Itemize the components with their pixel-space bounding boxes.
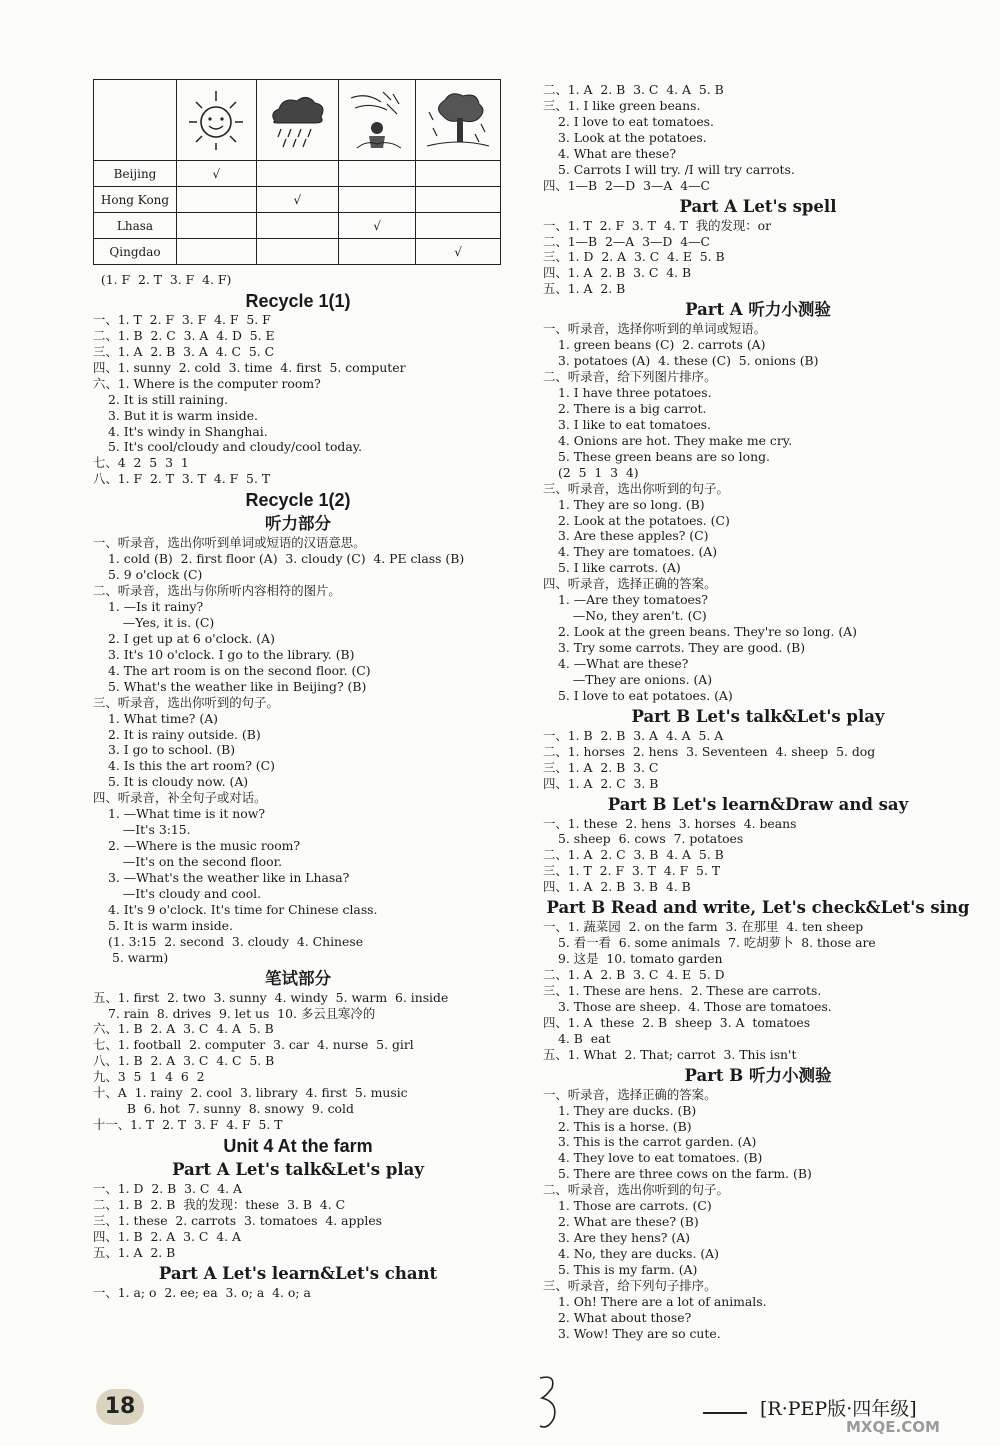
answer-subline: 3. Try some carrots. They are good. (B) — [558, 640, 806, 655]
answer-line: 四、听录音，选择正确的答案。 — [543, 576, 717, 592]
answer-subline: 1. Those are carrots. (C) — [558, 1198, 712, 1214]
answer-subline: B 6. hot 7. sunny 8. snowy 9. cold — [115, 1101, 354, 1117]
page-number: 18 — [96, 1389, 144, 1425]
empty-cell — [177, 239, 257, 265]
section-subheading: 笔试部分 — [265, 968, 331, 988]
city-cell: Lhasa — [94, 213, 177, 239]
answer-subline: 2. —Where is the music room? — [108, 838, 301, 854]
answer-line: 十、A 1. rainy 2. cool 3. library 4. first 5. music — [93, 1085, 408, 1101]
answer-subline: 4. No, they are ducks. (A) — [558, 1246, 719, 1261]
weather-table — [93, 79, 501, 265]
answer-subline: 4. It's 9 o'clock. It's time for Chinese class. — [108, 901, 378, 917]
answer-line: 九、3 5 1 4 6 2 — [93, 1069, 205, 1085]
answer-line: 六、1. Where is the computer room? — [93, 375, 321, 391]
empty-cell — [416, 213, 501, 239]
answer-subline: 1. I have three potatoes. — [558, 385, 712, 400]
answer-subline: 5. It is warm inside. — [108, 917, 233, 933]
answer-subline: 4. Is this the art room? (C) — [108, 758, 275, 774]
snowy-tree-icon — [425, 90, 491, 150]
answer-subline: —No, they aren't. (C) — [565, 608, 707, 624]
answer-line: 二、1. A 2. B 3. C 4. A 5. B — [543, 82, 724, 97]
answer-line: 六、1. B 2. A 3. C 4. A 5. B — [93, 1021, 274, 1037]
section-subheading: Part B 听力小测验 — [684, 1065, 832, 1085]
weather-row — [94, 187, 501, 213]
rainy-cloud-icon — [265, 91, 329, 149]
answer-line: 三、1. I like green beans. — [543, 97, 701, 113]
answer-line: 五、1. first 2. two 3. sunny 4. windy 5. warm 6. inside — [93, 989, 449, 1005]
windy-icon — [347, 88, 407, 152]
answer-subline: 2. What are these? (B) — [558, 1214, 699, 1230]
answer-subline: 5. 看一看 6. some animals 7. 吃胡萝卜 8. those are — [558, 935, 876, 951]
answer-line: 三、听录音，选出你听到的句子。 — [543, 480, 729, 496]
weather-header-cell — [416, 80, 501, 161]
answer-subline: 1. —Is it rainy? — [108, 599, 204, 614]
empty-cell — [339, 161, 416, 187]
answer-subline: 3. This is the carrot garden. (A) — [558, 1134, 757, 1150]
answer-subline: 3. —What's the weather like in Lhasa? — [108, 869, 350, 885]
answer-subline: 1. green beans (C) 2. carrots (A) — [558, 337, 766, 353]
answer-subline: 5. 9 o'clock (C) — [108, 567, 203, 583]
answer-subline: 1. Oh! There are a lot of animals. — [558, 1293, 767, 1309]
answer-line: 二、1. A 2. B 3. C 4. E 5. D — [543, 967, 725, 982]
check-cell: √ — [416, 239, 501, 265]
edition-label: [R·PEP版·四年级] — [760, 1398, 917, 1420]
answer-subline: 4. B eat — [558, 1030, 611, 1046]
answer-subline: 5. What's the weather like in Beijing? (B) — [108, 678, 367, 694]
section-subheading: Part A 听力小测验 — [685, 300, 831, 320]
answer-subline: 3. Wow! They are so cute. — [558, 1325, 721, 1341]
answer-subline: 3. But it is warm inside. — [108, 407, 258, 423]
answer-subline: 5. I love to eat potatoes. (A) — [558, 687, 733, 703]
answer-subline: 2. Look at the potatoes. (C) — [558, 512, 730, 528]
weather-row — [94, 213, 501, 239]
answer-line: 二、1. B 2. C 3. A 4. D 5. E — [93, 327, 275, 343]
answer-subline: 3. Those are sheep. 4. Those are tomatoes. — [558, 998, 832, 1014]
answer-subline: 2. What about those? — [558, 1309, 692, 1325]
answer-subline: 2. It is still raining. — [108, 391, 229, 407]
answer-line: 八、1. F 2. T 3. T 4. F 5. T — [93, 471, 271, 487]
empty-header-cell — [94, 80, 177, 161]
answer-line: 五、1. A 2. B — [93, 1244, 176, 1260]
section-heading: Recycle 1(2) — [245, 490, 351, 511]
answer-subline: —They are onions. (A) — [565, 671, 713, 687]
answer-subline: 2. Look at the green beans. They're so long. (A) — [558, 624, 857, 640]
section-heading: Unit 4 At the farm — [223, 1136, 373, 1156]
answer-line: 四、1. A 2. B 3. B 4. B — [543, 879, 691, 895]
city-cell: Beijing — [94, 161, 177, 187]
answer-line: 七、4 2 5 3 1 — [93, 455, 189, 471]
answer-subline: 1. —What time is it now? — [108, 806, 265, 822]
answer-line: 四、1. A 2. C 3. B — [543, 775, 659, 791]
answer-subline: 1. They are ducks. (B) — [558, 1102, 697, 1118]
answer-line: 四、1. A 2. B 3. C 4. B — [543, 265, 692, 281]
answer-subline: —It's on the second floor. — [115, 854, 283, 869]
answer-line: 一、1. T 2. F 3. T 4. T 我的发现：or — [543, 217, 772, 233]
weather-icon-row — [94, 80, 501, 161]
empty-cell — [256, 213, 338, 239]
answer-subline: 2. There is a big carrot. — [558, 400, 707, 416]
answer-subline: 7. rain 8. drives 9. let us 10. 多云且寒冷的 — [108, 1005, 376, 1021]
answer-subline: 1. What time? (A) — [108, 710, 219, 726]
answer-line: 二、1—B 2—A 3—D 4—C — [543, 233, 710, 249]
answer-subline: 3. I go to school. (B) — [108, 742, 236, 758]
answer-subline: —It's cloudy and cool. — [115, 885, 262, 901]
handwritten-scribble — [536, 1372, 560, 1432]
section-subheading: Part B Let's talk&Let's play — [631, 706, 885, 726]
answer-line: 五、1. A 2. B — [543, 281, 626, 297]
answer-subline: 2. It is rainy outside. (B) — [108, 726, 261, 742]
answer-line: 三、听录音，给下列句子排序。 — [543, 1277, 717, 1293]
empty-cell — [177, 213, 257, 239]
empty-cell — [339, 239, 416, 265]
answer-subline: 4. They are tomatoes. (A) — [558, 544, 718, 560]
answer-subline: 2. I get up at 6 o'clock. (A) — [108, 630, 275, 646]
answer-subline: 3. It's 10 o'clock. I go to the library. (B) — [108, 646, 355, 662]
answer-subline: 5. Carrots I will try. /I will try carrots. — [558, 161, 795, 177]
weather-row — [94, 239, 501, 265]
empty-cell — [339, 187, 416, 213]
weather-table-container — [93, 79, 501, 265]
weather-header-cell — [256, 80, 338, 161]
answer-subline: 1. They are so long. (B) — [558, 496, 705, 512]
section-subheading: Part A Let's learn&Let's chant — [158, 1263, 438, 1283]
answer-subline: 5. sheep 6. cows 7. potatoes — [558, 831, 744, 847]
answer-subline: 5. It is cloudy now. (A) — [108, 774, 249, 790]
answer-line: (1. F 2. T 3. F 4. F) — [93, 272, 232, 287]
answer-subline: 5. These green beans are so long. — [558, 448, 770, 464]
answer-subline: 3. potatoes (A) 4. these (C) 5. onions (B) — [558, 353, 819, 369]
answer-line: 一、1. B 2. B 3. A 4. A 5. A — [543, 727, 724, 743]
answer-line: 四、1—B 2—D 3—A 4—C — [543, 177, 710, 193]
answer-line: 二、1. horses 2. hens 3. Seventeen 4. sheep 5. dog — [543, 743, 876, 759]
answer-line: 八、1. B 2. A 3. C 4. C 5. B — [93, 1053, 275, 1069]
answer-line: 四、1. B 2. A 3. C 4. A — [93, 1228, 241, 1244]
answer-subline: 4. It's windy in Shanghai. — [108, 423, 268, 439]
answer-subline: 5. This is my farm. (A) — [558, 1261, 698, 1277]
answer-subline: (2 5 1 3 4) — [558, 464, 639, 480]
section-subheading: 听力部分 — [265, 514, 331, 534]
empty-cell — [177, 187, 257, 213]
answer-subline: 1. cold (B) 2. first floor (A) 3. cloudy (C) 4. PE class (B) — [108, 551, 465, 567]
answer-subline: (1. 3:15 2. second 3. cloudy 4. Chinese — [108, 933, 364, 949]
answer-line: 一、1. a; o 2. ee; ea 3. o; a 4. o; a — [93, 1284, 311, 1300]
answer-line: 二、1. B 2. B 我的发现：these 3. B 4. C — [93, 1196, 346, 1212]
answer-line: 七、1. football 2. computer 3. car 4. nurse 5. girl — [93, 1037, 414, 1053]
answer-subline: 3. Are they hens? (A) — [558, 1230, 690, 1246]
answer-subline: 3. Are these apples? (C) — [558, 528, 709, 544]
left-answer-column — [93, 272, 503, 1301]
section-subheading: Part B Read and write, Let's check&Let's sing — [546, 898, 970, 918]
answer-subline: 3. I like to eat tomatoes. — [558, 416, 711, 432]
weather-header-cell — [339, 80, 416, 161]
answer-line: 一、听录音，选择你听到的单词或短语。 — [543, 321, 767, 337]
answer-subline: 2. This is a horse. (B) — [558, 1118, 692, 1134]
answer-line: 一、1. T 2. F 3. F 4. F 5. F — [93, 311, 271, 327]
answer-line: 三、1. T 2. F 3. T 4. F 5. T — [543, 863, 721, 879]
answer-line: 一、1. 蔬菜园 2. on the farm 3. 在那里 4. ten sheep — [543, 919, 864, 935]
answer-subline: 5. warm) — [108, 949, 169, 965]
answer-line: 二、听录音，给下列图片排序。 — [543, 369, 717, 385]
answer-subline: 4. —What are these? — [558, 655, 689, 671]
section-subheading: Part A Let's talk&Let's play — [172, 1160, 424, 1179]
answer-subline: 4. Onions are hot. They make me cry. — [558, 432, 793, 448]
empty-cell — [256, 161, 338, 187]
answer-line: 二、听录音，选出你听到的句子。 — [543, 1182, 729, 1198]
answer-subline: 5. There are three cows on the farm. (B) — [558, 1166, 812, 1182]
answer-subline: 2. I love to eat tomatoes. — [558, 113, 714, 129]
answer-subline: 4. What are these? — [558, 145, 676, 161]
answer-line: 四、听录音，补全句子或对话。 — [93, 790, 267, 806]
section-subheading: Part B Let's learn&Draw and say — [607, 794, 909, 814]
answer-line: 五、1. What 2. That; carrot 3. This isn't — [543, 1046, 797, 1062]
weather-row — [94, 161, 501, 187]
answer-subline: 4. They love to eat tomatoes. (B) — [558, 1150, 763, 1166]
empty-cell — [416, 187, 501, 213]
section-heading: Recycle 1(1) — [245, 290, 351, 311]
answer-line: 三、1. A 2. B 3. A 4. C 5. C — [93, 343, 275, 359]
empty-cell — [256, 239, 338, 265]
answer-line: 一、1. these 2. hens 3. horses 4. beans — [543, 815, 797, 831]
right-answer-column — [543, 82, 973, 1342]
answer-line: 一、听录音，选择正确的答案。 — [543, 1086, 717, 1102]
sunny-icon — [185, 89, 247, 151]
footer-rule — [703, 1412, 747, 1414]
check-cell: √ — [339, 213, 416, 239]
check-cell: √ — [177, 161, 257, 187]
answer-subline: 9. 这是 10. tomato garden — [558, 951, 723, 967]
empty-cell — [416, 161, 501, 187]
city-cell: Qingdao — [94, 239, 177, 265]
answer-subline: 1. —Are they tomatoes? — [558, 592, 708, 608]
city-cell: Hong Kong — [94, 187, 177, 213]
answer-line: 二、1. A 2. C 3. B 4. A 5. B — [543, 847, 724, 863]
answer-subline: 3. Look at the potatoes. — [558, 129, 707, 145]
answer-line: 三、1. A 2. B 3. C — [543, 759, 659, 775]
answer-line: 三、听录音，选出你听到的句子。 — [93, 694, 279, 710]
check-cell: √ — [256, 187, 338, 213]
answer-subline: —It's 3:15. — [115, 822, 191, 838]
watermark: MXQE.COM — [846, 1418, 940, 1436]
answer-line: 四、1. A these 2. B sheep 3. A tomatoes — [543, 1014, 811, 1030]
answer-subline: 4. The art room is on the second floor. (C) — [108, 662, 371, 678]
answer-subline: 5. It's cool/cloudy and cloudy/cool today. — [108, 439, 363, 455]
weather-header-cell — [177, 80, 257, 161]
answer-line: 十一、1. T 2. T 3. F 4. F 5. T — [93, 1117, 283, 1133]
answer-line: 四、1. sunny 2. cold 3. time 4. first 5. computer — [93, 359, 406, 375]
answer-subline: —Yes, it is. (C) — [115, 614, 215, 630]
answer-line: 一、1. D 2. B 3. C 4. A — [93, 1181, 242, 1196]
answer-line: 三、1. D 2. A 3. C 4. E 5. B — [543, 249, 725, 265]
answer-line: 一、听录音，选出你听到单词或短语的汉语意思。 — [93, 535, 366, 551]
answer-line: 三、1. these 2. carrots 3. tomatoes 4. apples — [93, 1212, 383, 1228]
answer-subline: 5. I like carrots. (A) — [558, 560, 681, 576]
answer-line: 三、1. These are hens. 2. These are carrots. — [543, 982, 822, 998]
answer-line: 二、听录音，选出与你所听内容相符的图片。 — [93, 583, 341, 599]
section-subheading: Part A Let's spell — [679, 196, 837, 216]
